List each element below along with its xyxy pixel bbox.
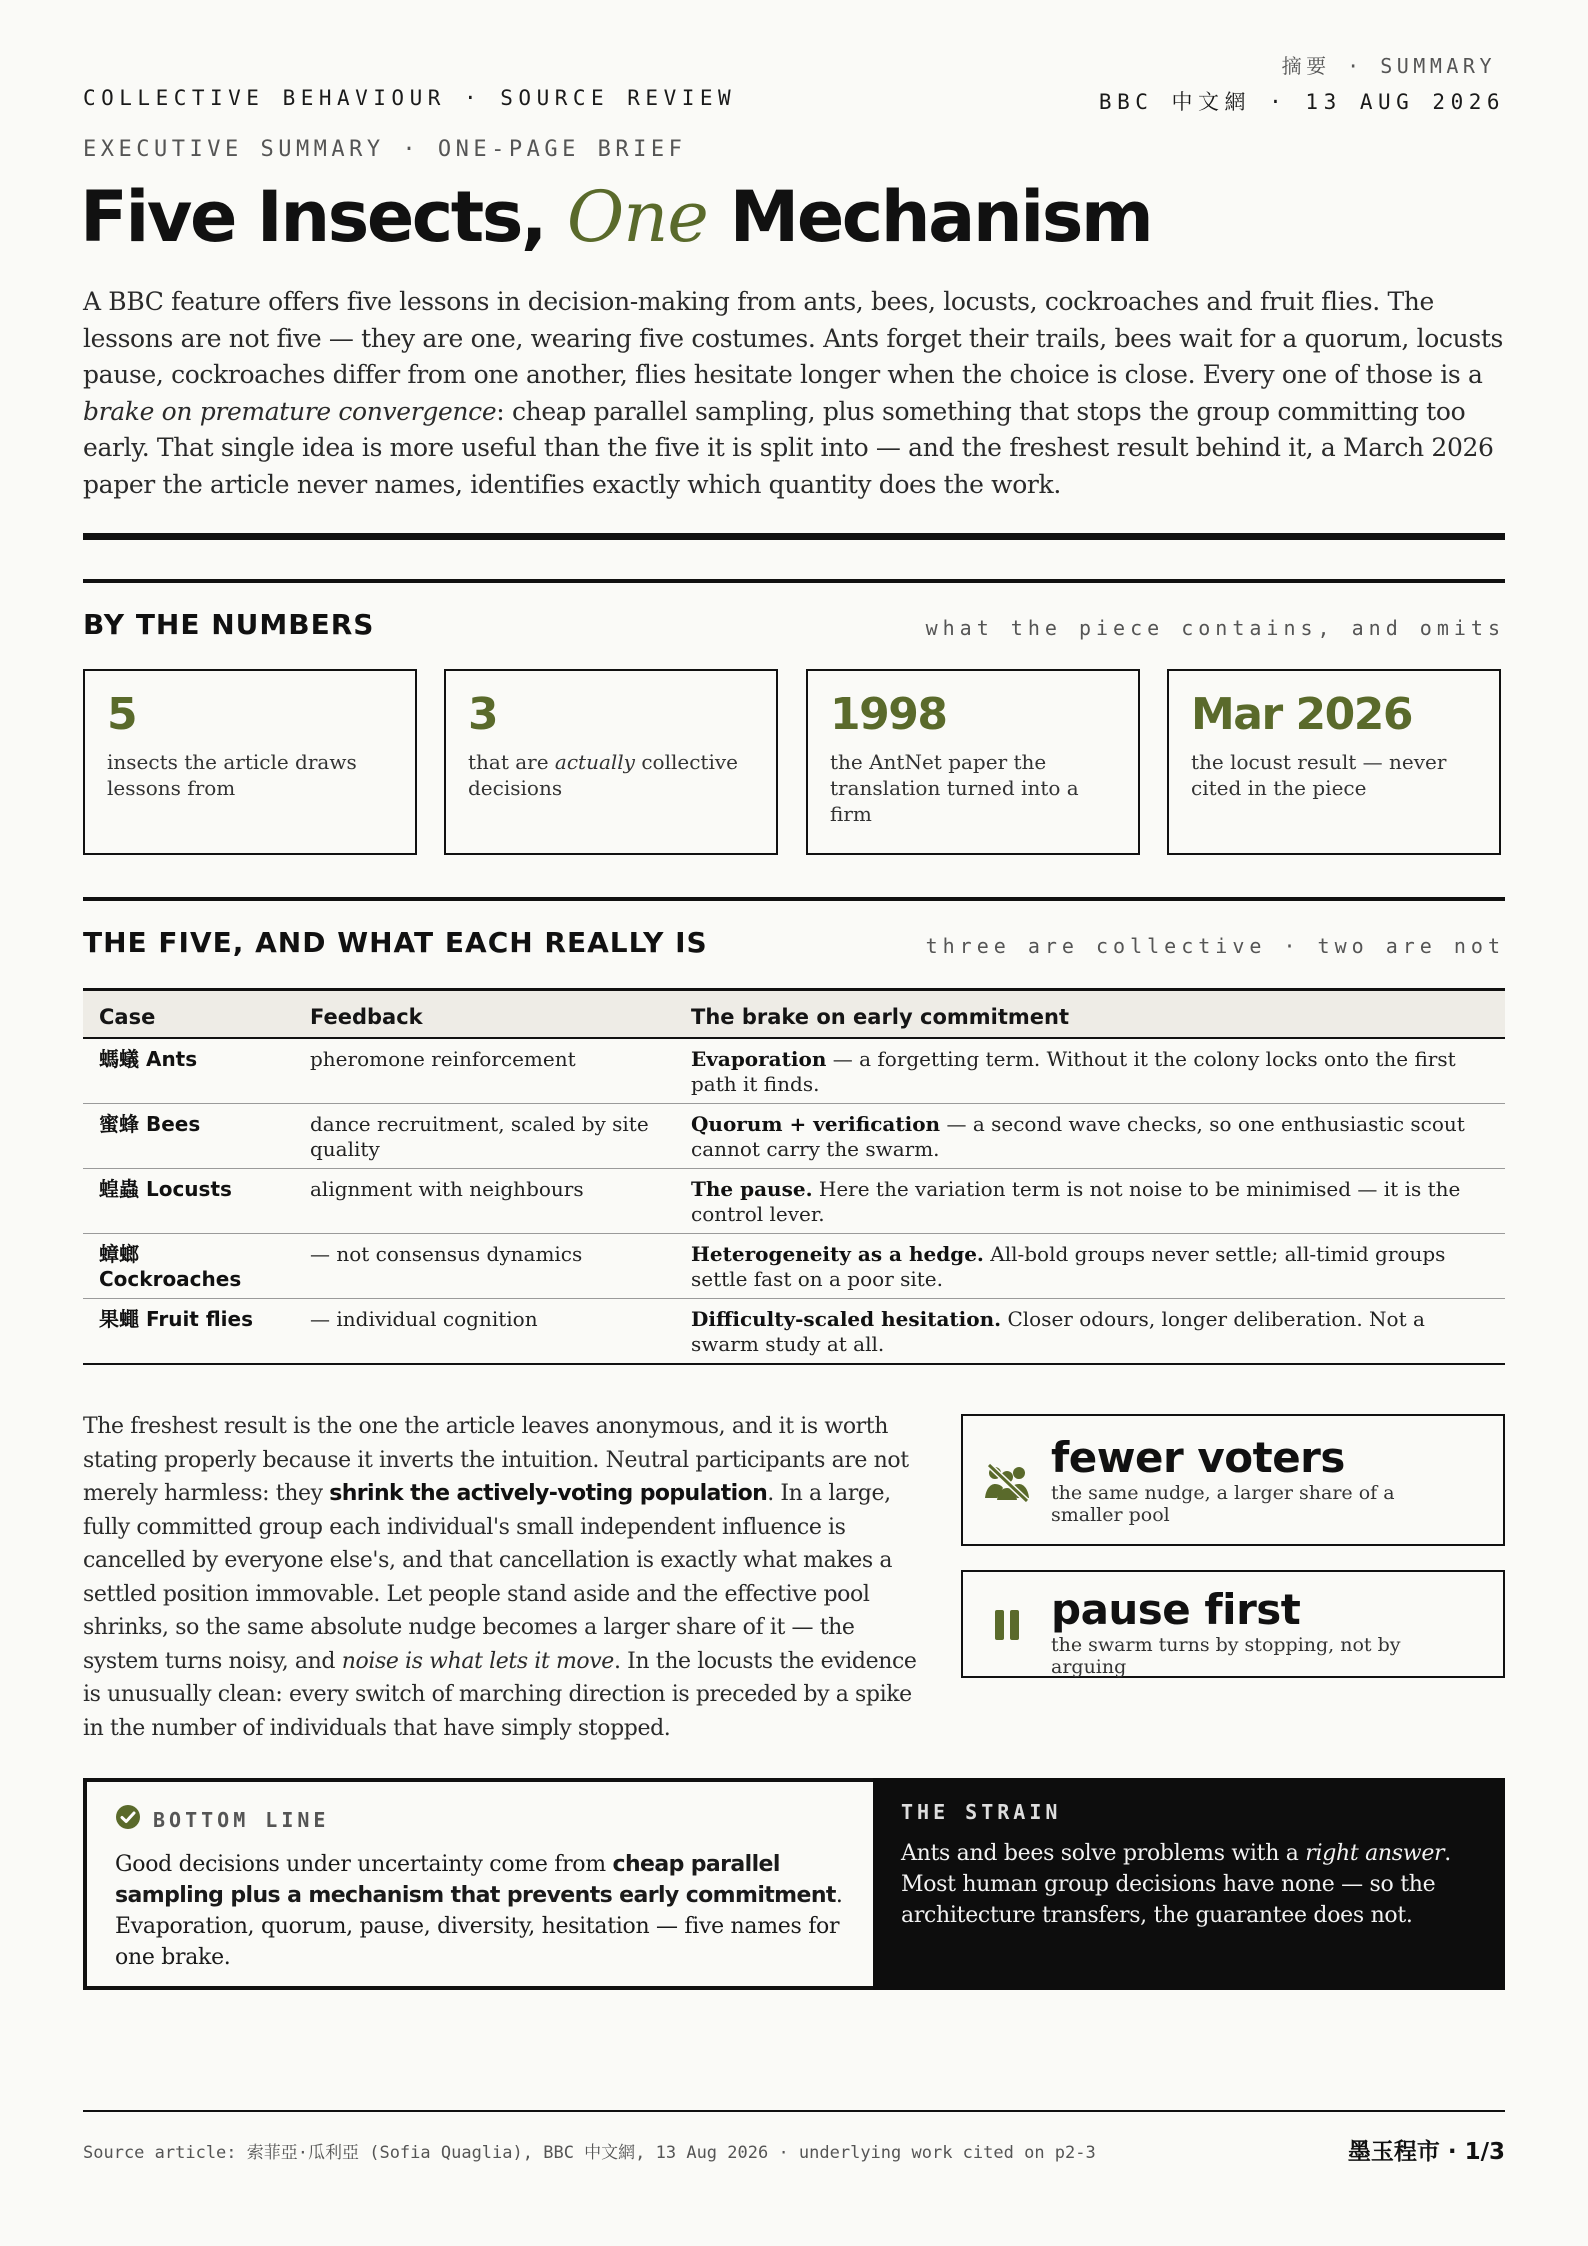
footer-source: Source article: 索菲亞·瓜利亞 (Sofia Quaglia), BBC 中文網, 13 Aug 2026 · underlying work cited on p2-3 xyxy=(83,2143,1096,2163)
feedback-cell: — individual cognition xyxy=(310,1307,538,1331)
body-bold: shrink the actively-voting population xyxy=(329,1481,768,1506)
stat-value: 3 xyxy=(468,689,498,740)
kicker: EXECUTIVE SUMMARY · ONE-PAGE BRIEF xyxy=(83,137,687,162)
five-section-title: THE FIVE, AND WHAT EACH REALLY IS xyxy=(83,926,708,959)
numbers-section-title: BY THE NUMBERS xyxy=(83,608,375,641)
masthead-summary-label: 摘要 · SUMMARY xyxy=(1281,54,1496,78)
body-emphasis: noise is what lets it move xyxy=(341,1648,614,1674)
callout-text: the swarm turns by stopping, not by arguing xyxy=(1051,1634,1401,1678)
body-paragraph xyxy=(83,1410,933,1745)
body-part1: The freshest result is the one the article leaves anonymous, and it is worth stating properly because it inverts the intuition. Neutral participants are not merely harmless: they xyxy=(83,1414,909,1506)
feedback-cell: alignment with neighbours xyxy=(294,1169,675,1234)
feedback-cell: dance recruitment, scaled by site quality xyxy=(294,1104,675,1169)
footer-page-number: 墨玉程市 · 1/3 xyxy=(1347,2139,1505,2165)
brake-cell xyxy=(675,1169,1505,1234)
lede-part1: A BBC feature offers five lessons in decision-making from ants, bees, locusts, cockroaches and fruit flies. The lessons are not five — they are one, wearing five costumes. Ants forget their trails, bees wait for a quorum, locusts pause, cockroaches differ from one another, flies hesitate longer when the choice is close. Every one of those is a xyxy=(83,287,1504,389)
brake-cell xyxy=(675,1234,1505,1299)
brake-bold: The pause. xyxy=(691,1177,813,1201)
callout-pause-first xyxy=(961,1570,1505,1678)
stat-card xyxy=(1167,669,1501,855)
pause-icon xyxy=(993,1608,1021,1646)
case-cell: 蜜蜂 Bees xyxy=(83,1104,294,1169)
brake-rest: — a forgetting term. Without it the colony locks onto the first path it finds. xyxy=(691,1047,1456,1096)
column-header-feedback: Feedback xyxy=(294,990,675,1039)
table-header-row xyxy=(83,990,1505,1039)
case-cell: 蟑螂 Cockroaches xyxy=(83,1234,294,1299)
group-off-icon xyxy=(983,1462,1031,1506)
table-row xyxy=(83,1104,1505,1169)
masthead-section: COLLECTIVE BEHAVIOUR · SOURCE REVIEW xyxy=(83,86,737,110)
lede-emphasis: brake on premature convergence xyxy=(83,396,497,426)
lede-part2: : cheap parallel sampling, plus something that stops the group committing too early. That single idea is more useful than the five it is split into — and the freshest result behind it, a March 2026 paper the article never names, identifies exactly which quantity does the work. xyxy=(83,396,1494,499)
stat-card xyxy=(83,669,417,855)
brake-bold: Evaporation xyxy=(691,1047,827,1071)
brake-rest: — a second wave checks, so one enthusiastic scout cannot carry the swarm. xyxy=(691,1112,1465,1161)
feedback-cell: pheromone reinforcement xyxy=(294,1038,675,1104)
strain-box xyxy=(873,1778,1505,1990)
column-header-brake: The brake on early commitment xyxy=(675,990,1505,1039)
masthead-date: BBC 中文網 · 13 AUG 2026 xyxy=(1098,90,1505,114)
case-cell: 果蠅 Fruit flies xyxy=(99,1307,253,1331)
callout-title: fewer voters xyxy=(1051,1433,1345,1482)
callout-text: the same nudge, a larger share of a smaller pool xyxy=(1051,1482,1395,1526)
stat-label: insects the article draws lessons from xyxy=(107,750,357,800)
table-row xyxy=(83,1038,1505,1104)
stat-card xyxy=(806,669,1140,855)
table-row xyxy=(83,1234,1505,1299)
stat-card xyxy=(444,669,778,855)
feedback-cell: — not consensus dynamics xyxy=(294,1234,675,1299)
case-cell: 蝗蟲 Locusts xyxy=(83,1169,294,1234)
bottom-line-bold: cheap parallel sampling plus a mechanism that prevents early commitment xyxy=(115,1852,836,1908)
body-part2: . In a large, fully committed group each individual's small independent influence is cancelled by everyone else's, and that cancellation is exactly what makes a settled position immovable. Let people stand aside and the effective pool shrinks, so the same absolute nudge becomes a larger share of it — the system turns noisy, and xyxy=(83,1481,893,1674)
column-header-case: Case xyxy=(83,990,294,1039)
stat-value: 5 xyxy=(107,689,137,740)
brake-bold: Heterogeneity as a hedge. xyxy=(691,1242,984,1266)
title-before: Five Insects, xyxy=(80,176,567,258)
strain-label: THE STRAIN xyxy=(901,1800,1062,1824)
numbers-section-note: what the piece contains, and omits xyxy=(925,616,1505,640)
stat-label-before: that are xyxy=(468,750,555,774)
bottom-line-text2: . Evaporation, quorum, pause, diversity, hesitation — five names for one brake. xyxy=(115,1883,843,1970)
divider xyxy=(83,897,1505,901)
brake-rest: All-bold groups never settle; all-timid groups settle fast on a poor site. xyxy=(691,1242,1446,1291)
strain-text1: Ants and bees solve problems with a xyxy=(901,1841,1306,1866)
bottom-line-label: BOTTOM LINE xyxy=(153,1807,330,1832)
callout-title: pause first xyxy=(1051,1585,1301,1634)
stat-value: 1998 xyxy=(830,689,947,740)
brake-bold: Quorum + verification xyxy=(691,1112,941,1136)
brake-rest: Closer odours, longer deliberation. Not a swarm study at all. xyxy=(691,1307,1425,1356)
stat-label: the locust result — never cited in the piece xyxy=(1191,750,1447,800)
cases-table xyxy=(83,988,1505,1365)
title-after: Mechanism xyxy=(707,176,1152,258)
strain-text xyxy=(901,1838,1477,1931)
footer-divider xyxy=(83,2110,1505,2112)
case-cell: 螞蟻 Ants xyxy=(83,1038,294,1104)
bottom-line-header xyxy=(115,1804,845,1835)
strain-emphasis: right answer xyxy=(1305,1841,1445,1866)
stat-label xyxy=(468,749,754,801)
divider-thick xyxy=(83,533,1505,540)
callout-fewer-voters xyxy=(961,1414,1505,1546)
brake-cell xyxy=(675,1299,1505,1365)
five-section-note: three are collective · two are not xyxy=(925,934,1505,958)
bottom-line-text xyxy=(115,1849,845,1973)
title-emphasis: One xyxy=(566,176,708,258)
stat-value: Mar 2026 xyxy=(1191,689,1412,740)
stat-label-emphasis: actually xyxy=(554,750,635,774)
brake-cell xyxy=(675,1104,1505,1169)
body-part3: . In the locusts the evidence is unusually clean: every switch of marching direction is preceded by a spike in the number of individuals that have simply stopped. xyxy=(83,1648,917,1741)
lede-paragraph xyxy=(83,284,1503,503)
brake-rest: Here the variation term is not noise to be minimised — it is the control lever. xyxy=(691,1177,1461,1226)
check-circle-icon xyxy=(115,1804,141,1835)
bottom-line-text1: Good decisions under uncertainty come from xyxy=(115,1852,613,1877)
page-title xyxy=(80,176,1151,258)
table-row xyxy=(83,1169,1505,1234)
strain-text2: . Most human group decisions have none — so the architecture transfers, the guarantee does not. xyxy=(901,1841,1451,1928)
brake-cell xyxy=(675,1038,1505,1104)
stat-label: the AntNet paper the translation turned into a firm xyxy=(830,750,1079,826)
table-row xyxy=(83,1299,1505,1365)
brake-bold: Difficulty-scaled hesitation. xyxy=(691,1307,1002,1331)
bottom-line-box xyxy=(83,1778,873,1990)
stat-label-after: collective decisions xyxy=(468,750,738,800)
divider xyxy=(83,579,1505,583)
